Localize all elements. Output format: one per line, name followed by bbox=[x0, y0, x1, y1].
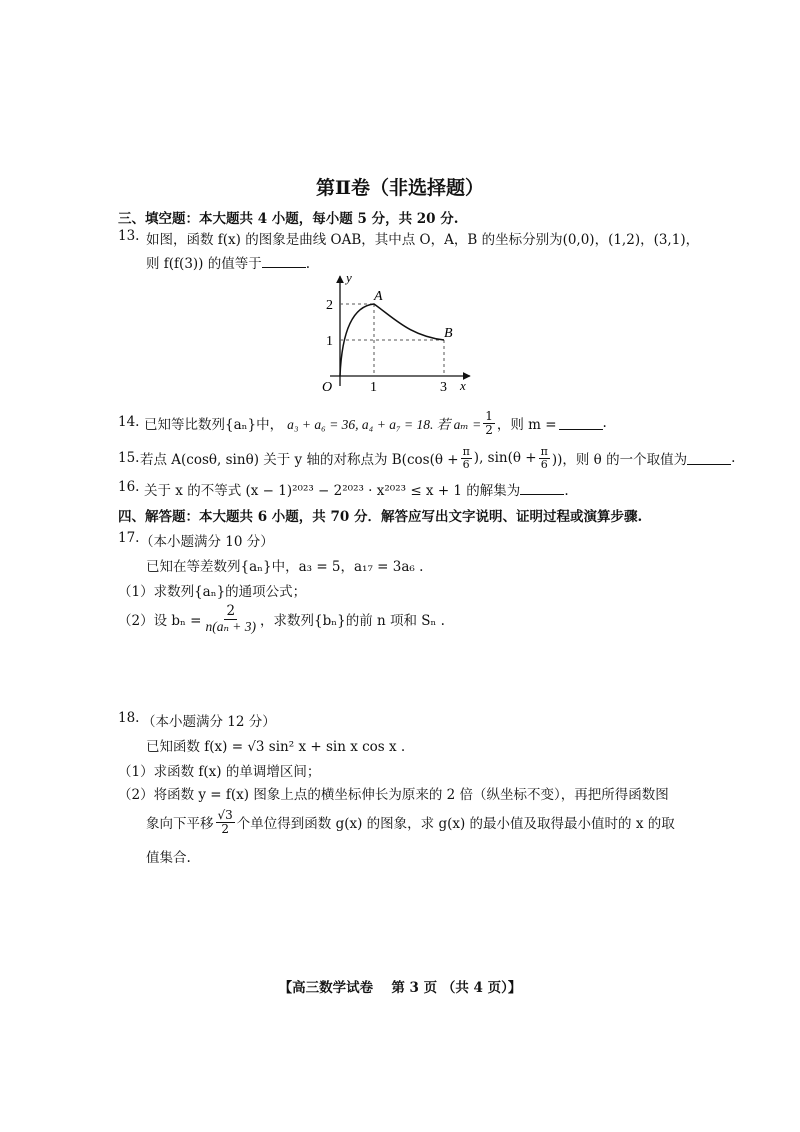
page-footer: 【高三数学试卷 第 3 页 （共 4 页）】 bbox=[278, 980, 522, 996]
fraction-denominator: 2 bbox=[485, 422, 493, 437]
sqrt3-over-2-fraction bbox=[216, 809, 235, 835]
question-17-given: 已知在等差数列{aₙ}中，a₃ = 5，a₁₇ = 3a₆ . bbox=[146, 559, 424, 575]
fraction-numerator: 1 bbox=[485, 408, 493, 423]
x-axis-label: x bbox=[460, 378, 466, 393]
pi-symbol: π bbox=[462, 444, 470, 458]
y-tick-label-2: 2 bbox=[326, 298, 333, 313]
x-tick-label-3: 3 bbox=[440, 380, 447, 395]
bn-denominator: n(aₙ + 3) bbox=[205, 618, 257, 634]
pi-symbol: π bbox=[540, 444, 548, 458]
answer-blank bbox=[559, 417, 603, 430]
six-denominator: 6 bbox=[540, 457, 548, 471]
answer-blank bbox=[520, 482, 564, 495]
question-17-part2 bbox=[118, 600, 445, 638]
answer-blank bbox=[262, 255, 306, 268]
page-title: 第Ⅱ卷（非选择题） bbox=[315, 177, 484, 199]
bn-numerator: 2 bbox=[226, 603, 236, 620]
question-16-text: 关于 x 的不等式 (x − 1)²⁰²³ − 2²⁰²³ · x²⁰²³ ≤ x + 1 的解集为 . bbox=[144, 483, 569, 499]
curve-oab bbox=[340, 304, 444, 376]
question-13-line2-text: 则 f(f(3)) 的值等于 bbox=[146, 256, 262, 272]
pi-over-six-fraction-2 bbox=[539, 446, 550, 470]
question-13-line1: 如图，函数 f(x) 的图象是曲线 OAB，其中点 O，A，B 的坐标分别为(0,0)，(1,2)，(3,1)， bbox=[146, 232, 700, 248]
question-13-line2: 则 f(f(3)) 的值等于 . bbox=[146, 256, 311, 272]
question-13-number: 13. bbox=[118, 228, 140, 244]
six-denominator: 6 bbox=[462, 457, 470, 471]
question-14-text-a: 已知等比数列{aₙ}中， bbox=[144, 417, 284, 433]
section-3-header: 三、填空题：本大题共 4 小题，每小题 5 分，共 20 分. bbox=[118, 211, 459, 227]
answer-blank bbox=[687, 452, 731, 465]
question-16-number: 16. bbox=[118, 479, 140, 495]
question-16-text-body: 关于 x 的不等式 (x − 1)²⁰²³ − 2²⁰²³ · x²⁰²³ ≤ x + 1 的解集为 bbox=[144, 483, 521, 499]
point-b-label: B bbox=[444, 326, 453, 341]
question-18-part2-line2 bbox=[146, 802, 675, 842]
y-tick-label-1: 1 bbox=[326, 334, 333, 349]
question-18-given: 已知函数 f(x) = √3 sin² x + sin x cos x . bbox=[146, 739, 406, 755]
x-tick-label-1: 1 bbox=[370, 380, 377, 395]
two-denominator: 2 bbox=[221, 821, 229, 836]
question-14-equations: a₃ + a₆ = 36, a₄ + a₇ = 18. 若 aₘ = bbox=[287, 417, 482, 432]
question-18-part2-l2a: 象向下平移 bbox=[146, 816, 214, 832]
question-14-text-c: ，则 m = bbox=[496, 417, 557, 433]
question-15-text-c: ))，则 θ 的一个取值为 bbox=[551, 452, 688, 468]
origin-label: O bbox=[322, 380, 333, 395]
question-17-score: （本小题满分 10 分） bbox=[140, 534, 274, 550]
question-17-part2-a: （2）设 bₙ = bbox=[118, 613, 202, 629]
section-4-header: 四、解答题：本大题共 6 小题，共 70 分．解答应写出文字说明、证明过程或演算步骤. bbox=[118, 509, 643, 525]
sqrt3-numerator: √3 bbox=[217, 807, 233, 822]
point-a-label: A bbox=[374, 289, 383, 304]
question-18-part2-line3: 值集合. bbox=[146, 850, 191, 866]
question-18-part1: （1）求函数 f(x) 的单调增区间； bbox=[118, 764, 321, 780]
question-18-part2-l2b: 个单位得到函数 g(x) 的图象，求 g(x) 的最小值及取得最小值时的 x 的取 bbox=[236, 816, 675, 832]
question-18-part2-line1: （2）将函数 y = f(x) 图象上点的横坐标伸长为原来的 2 倍（纵坐标不变），再把所得函数图 bbox=[118, 787, 669, 803]
question-15-text-b: ), sin(θ + bbox=[473, 450, 537, 466]
pi-over-six-fraction bbox=[461, 446, 472, 470]
question-14-text: 已知等比数列{aₙ}中， a₃ + a₆ = 36, a₄ + a₇ = 18. 若 aₘ = $\frac{1}{2}$ ，则 m = . bbox=[144, 408, 607, 437]
question-15-text-a: 若点 A(cosθ, sinθ) 关于 y 轴的对称点为 B(cos(θ + bbox=[140, 452, 459, 468]
bn-fraction bbox=[203, 604, 258, 633]
question-15-text: 若点 A(cosθ, sinθ) 关于 y 轴的对称点为 B(cos(θ + $\frac{\pi}{6}$ ), sin(θ + $\frac{\pi}{6}$ ))，则 θ 的一个取值为 . bbox=[140, 444, 736, 471]
question-18-number: 18. bbox=[118, 710, 140, 726]
question-17-number: 17. bbox=[118, 530, 140, 546]
question-17-part2-b: ，求数列{bₙ}的前 n 项和 Sₙ . bbox=[260, 613, 445, 629]
question-14-fraction bbox=[483, 410, 495, 436]
question-17-part1: （1）求数列{aₙ}的通项公式； bbox=[118, 584, 307, 600]
y-axis-label: y bbox=[346, 270, 352, 285]
question-14-number: 14. bbox=[118, 414, 140, 430]
question-18-score: （本小题满分 12 分） bbox=[142, 714, 276, 730]
function-graph-figure bbox=[300, 268, 490, 398]
question-15-number: 15. bbox=[118, 450, 140, 466]
